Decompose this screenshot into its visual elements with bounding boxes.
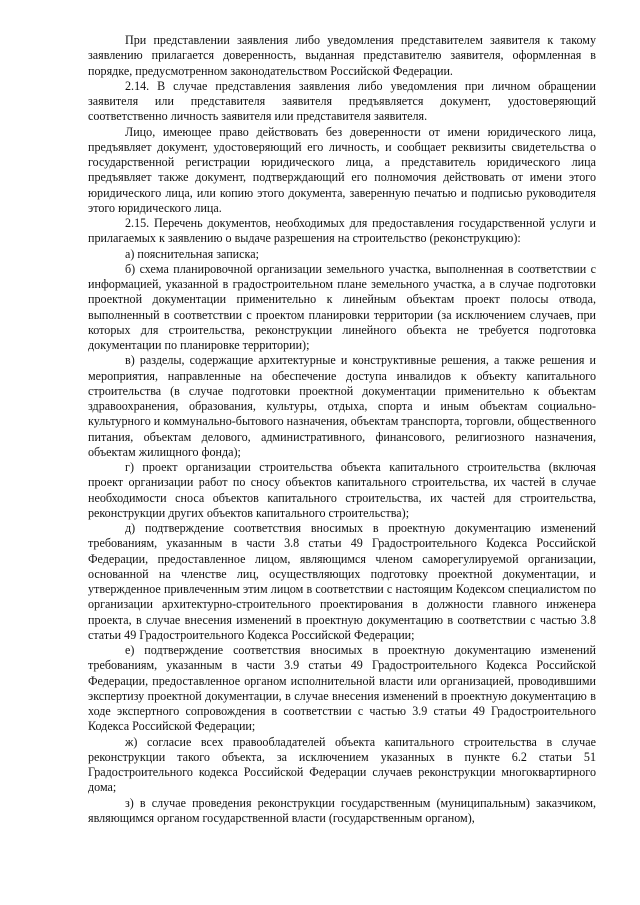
paragraph-2-15: 2.15. Перечень документов, необходимых для предоставления государственной услуги и прилагаемых к заявлению о выдаче разрешения на строительство (реконструкцию):	[88, 216, 596, 246]
paragraph-representative-power-of-attorney: При представлении заявления либо уведомления представителем заявителя к такому заявлению прилагается доверенность, выданная представителю заявителя, оформленная в порядке, предусмотренном законодательством Российской Федерации.	[88, 33, 596, 78]
list-item-a: а) пояснительная записка;	[125, 246, 259, 261]
list-item-zh: ж) согласие всех правообладателей объекта капитального строительства в случае реконструкции такого объекта, за исключением указанных в пункте 6.2 статьи 51 Градостроительного кодекса Российской Федерации случаев реконструкции многоквартирного дома;	[88, 734, 596, 795]
list-item-b: б) схема планировочной организации земельного участка, выполненная в соответствии с информацией, указанной в градостроительном плане земельного участка, а в случае подготовки проектной документации применительно к линейным объектам проект полосы отвода, выполненный в соответствии с проектом планировки территории (за исключением случаев, при которых для строительства, реконструкции линейного объекта не требуется подготовка документации по планировке территории);	[88, 261, 596, 352]
list-item-g: г) проект организации строительства объекта капитального строительства (включая проект организации работ по сносу объектов капитального строительства, их частей в случае необходимости сноса объектов капитального строительства, их частей для строительства, реконструкции других объектов капитального строительства);	[88, 460, 596, 520]
paragraph-legal-entity-representative: Лицо, имеющее право действовать без доверенности от имени юридического лица, предъявляет документ, удостоверяющий его личность, и сообщает реквизиты свидетельства о государственной регистрации юридического лица, а представитель юридического лица предъявляет также документ, подтверждающий его полномочия действовать от имени этого юридического лица, или копию этого документа, заверенную печатью и подписью руководителя этого юридического лица.	[88, 124, 596, 215]
list-item-e: е) подтверждение соответствия вносимых в проектную документацию изменений требованиям, указанным в части 3.9 статьи 49 Градостроительного Кодекса Российской Федерации, предоставленное органом исполнительной власти или организацией, проводившими экспертизу проектной документации, в случае внесения изменений в проектную документацию в ходе экспертного сопровождения в соответствии с частью 3.9 статьи 49 Градостроительного Кодекса Российской Федерации;	[88, 643, 596, 734]
list-item-v: в) разделы, содержащие архитектурные и конструктивные решения, а также решения и мероприятия, направленные на обеспечение доступа инвалидов к объекту капитального строительства (в случае подготовки проектной документации применительно к объектам здравоохранения, образования, культуры, отдыха, спорта и иным объектам социально-культурного и коммунально-бытового назначения, объектам транспорта, торговли, общественного питания, объектам делового, административного, финансового, религиозного назначения, объектам жилищного фонда);	[88, 353, 596, 459]
document-page	[88, 33, 596, 826]
list-item-d: д) подтверждение соответствия вносимых в проектную документацию изменений требованиям, указанным в части 3.8 статьи 49 Градостроительного Кодекса Российской Федерации, предоставленное лицом, являющимся членом саморегулируемой организации, основанной на членстве лиц, осуществляющих подготовку проектной документации, и утвержденное привлеченным этим лицом в соответствии с настоящим Кодексом специалистом по организации архитектурно-строительного проектирования в должности главного инженера проекта, в случае внесения изменений в проектную документацию в соответствии с частью 3.8 статьи 49 Градостроительного Кодекса Российской Федерации;	[88, 521, 596, 642]
paragraph-2-14: 2.14. В случае представления заявления либо уведомления при личном обращении заявителя или представителя заявителя предъявляется документ, удостоверяющий соответственно личность заявителя или представителя заявителя.	[88, 78, 596, 124]
list-item-z: з) в случае проведения реконструкции государственным (муниципальным) заказчиком, являющимся органом государственной власти (государственным органом),	[88, 795, 596, 825]
